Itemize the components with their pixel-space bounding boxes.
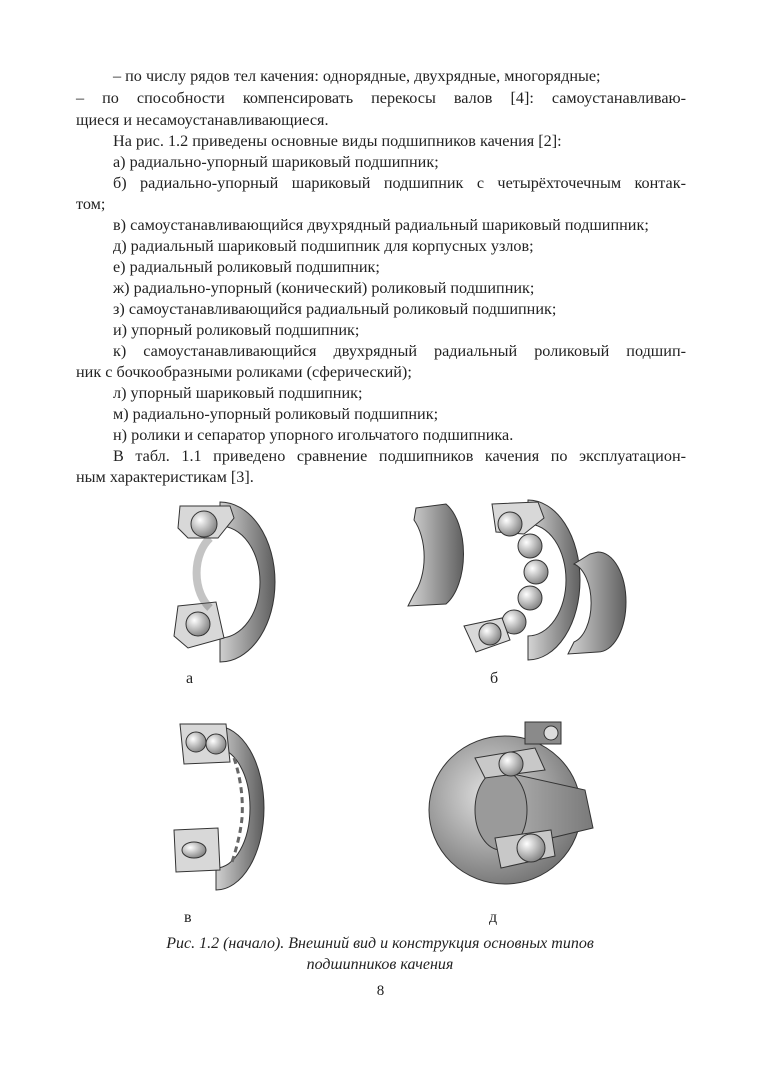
text-line-15: ник с бочкообразными роликами (сферический); bbox=[76, 363, 412, 381]
text-line-20: ным характеристикам [3]. bbox=[76, 468, 254, 486]
figure-label-b: б bbox=[490, 670, 499, 687]
text-line-4: На рис. 1.2 приведены основные виды подшипников качения [2]: bbox=[113, 132, 562, 150]
text-line-3: щиеся и несамоустанавливающиеся. bbox=[76, 111, 329, 129]
text-line-13: и) упорный роликовый подшипник; bbox=[113, 321, 360, 339]
text-line-7: том; bbox=[76, 195, 106, 213]
bearing-a-illustration bbox=[160, 498, 280, 666]
figure-caption-line-2: подшипников качения bbox=[306, 956, 454, 973]
text-line-14: к) самоустанавливающийся двухрядный радиальный роликовый подшип- bbox=[113, 342, 686, 360]
text-line-1: – по числу рядов тел качения: однорядные, двухрядные, многорядные; bbox=[113, 67, 601, 85]
figure-label-d: д bbox=[489, 909, 498, 926]
text-line-8: в) самоустанавливающийся двухрядный радиальный шариковый подшипник; bbox=[113, 216, 649, 234]
text-line-9: д) радиальный шариковый подшипник для корпусных узлов; bbox=[113, 237, 534, 255]
text-line-6: б) радиально-упорный шариковый подшипник с четырёхточечным контак- bbox=[113, 174, 686, 192]
figure-label-v: в bbox=[184, 909, 192, 926]
text-line-16: л) упорный шариковый подшипник; bbox=[113, 384, 363, 402]
text-line-11: ж) радиально-упорный (конический) роликовый подшипник; bbox=[113, 279, 535, 297]
page-number: 8 bbox=[376, 983, 385, 999]
figure-caption-line-1: Рис. 1.2 (начало). Внешний вид и конструкция основных типов bbox=[166, 935, 594, 952]
text-line-17: м) радиально-упорный роликовый подшипник; bbox=[113, 405, 439, 423]
text-line-10: е) радиальный роликовый подшипник; bbox=[113, 258, 380, 276]
bearing-v-illustration bbox=[160, 718, 270, 896]
text-line-2: – по способности компенсировать перекосы валов [4]: самоустанавливаю- bbox=[76, 89, 686, 107]
text-line-18: н) ролики и сепаратор упорного игольчатого подшипника. bbox=[113, 426, 514, 444]
bearing-b-illustration bbox=[398, 494, 630, 666]
figure-label-a: а bbox=[186, 670, 194, 687]
bearing-d-illustration bbox=[425, 718, 605, 890]
text-line-19: В табл. 1.1 приведено сравнение подшипников качения по эксплуатацион- bbox=[113, 447, 686, 465]
text-line-5: а) радиально-упорный шариковый подшипник; bbox=[113, 153, 439, 171]
text-line-12: з) самоустанавливающийся радиальный роликовый подшипник; bbox=[113, 300, 557, 318]
